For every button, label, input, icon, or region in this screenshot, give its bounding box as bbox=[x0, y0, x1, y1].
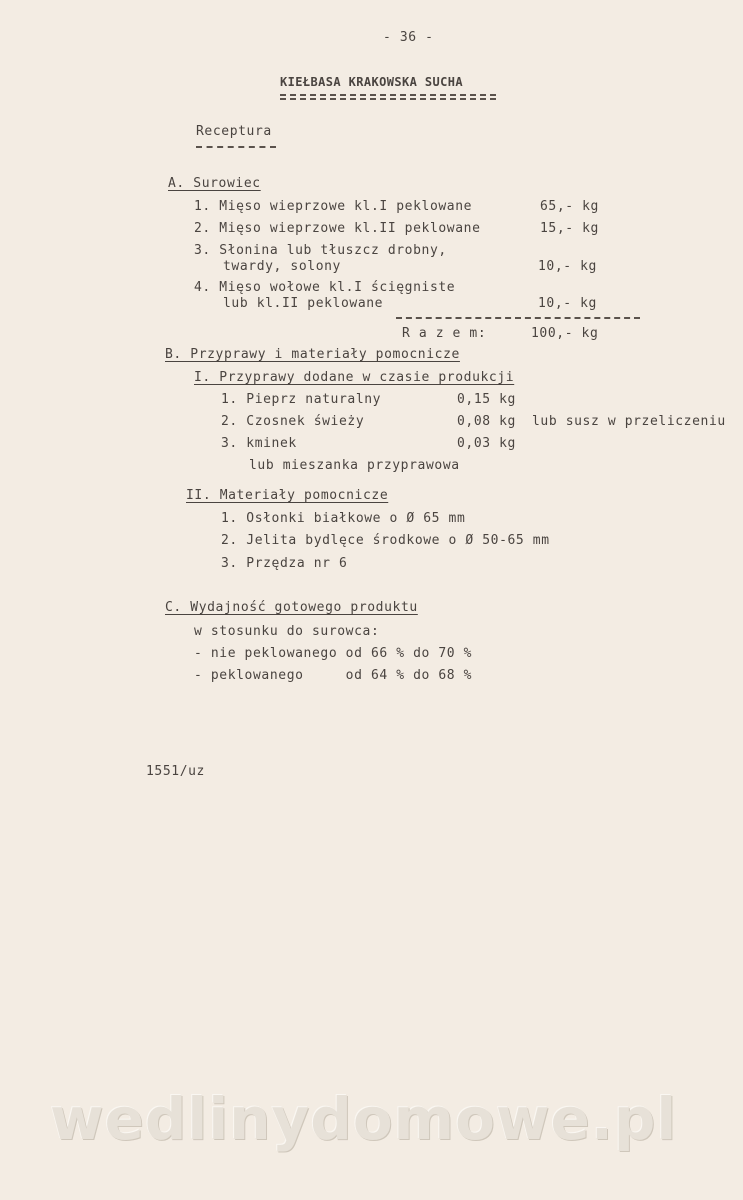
list-item: 3. Słonina lub tłuszcz drobny, bbox=[194, 243, 447, 258]
subsection-spices-heading: I. Przyprawy dodane w czasie produkcji bbox=[194, 370, 515, 385]
section-c-heading: C. Wydajność gotowego produktu bbox=[165, 600, 418, 615]
yield-line: - nie peklowanego od 66 % do 70 % bbox=[194, 646, 473, 661]
subsection-materials-heading: II. Materiały pomocnicze bbox=[186, 488, 389, 503]
item-amount: 65,- kg bbox=[540, 199, 599, 214]
total-separator bbox=[396, 317, 640, 319]
yield-intro: w stosunku do surowca: bbox=[194, 624, 380, 639]
item-amount: 10,- kg bbox=[538, 259, 597, 274]
list-item: 2. Jelita bydlęce środkowe o Ø 50-65 mm bbox=[221, 533, 550, 548]
list-item: 3. Przędza nr 6 bbox=[221, 556, 348, 571]
section-a-heading: A. Surowiec bbox=[168, 176, 261, 191]
title-double-underline bbox=[280, 98, 496, 100]
list-item-continuation: twardy, solony bbox=[223, 259, 341, 274]
total-label: R a z e m: bbox=[402, 326, 487, 341]
list-item: 1. Mięso wieprzowe kl.I peklowane bbox=[194, 199, 473, 214]
title-underline bbox=[280, 94, 496, 96]
list-item: 2. Mięso wieprzowe kl.II peklowane bbox=[194, 221, 481, 236]
list-item: 1. Osłonki białkowe o Ø 65 mm bbox=[221, 511, 466, 526]
list-item: 3. kminek bbox=[221, 436, 297, 451]
total-amount: 100,- kg bbox=[531, 326, 599, 341]
yield-line: - peklowanego od 64 % do 68 % bbox=[194, 668, 473, 683]
recipe-heading-underline bbox=[196, 146, 276, 148]
section-b-heading: B. Przyprawy i materiały pomocnicze bbox=[165, 347, 460, 362]
document-title: KIEŁBASA KRAKOWSKA SUCHA bbox=[280, 75, 463, 89]
list-item: 2. Czosnek świeży bbox=[221, 414, 365, 429]
watermark: wedlinydomowe.pl bbox=[50, 1085, 678, 1153]
item-note: lub susz w przeliczeniu bbox=[532, 414, 726, 429]
item-amount: 0,08 kg bbox=[457, 414, 516, 429]
item-amount: 0,03 kg bbox=[457, 436, 516, 451]
list-item: 4. Mięso wołowe kl.I ścięgniste bbox=[194, 280, 456, 295]
list-item-continuation: lub kl.II peklowane bbox=[223, 296, 384, 311]
item-amount: 15,- kg bbox=[540, 221, 599, 236]
item-amount: 0,15 kg bbox=[457, 392, 516, 407]
footer-code: 1551/uz bbox=[146, 764, 205, 779]
list-item: 1. Pieprz naturalny bbox=[221, 392, 382, 407]
recipe-heading: Receptura bbox=[196, 124, 272, 139]
item-amount: 10,- kg bbox=[538, 296, 597, 311]
page-number: - 36 - bbox=[383, 30, 434, 45]
spice-alternative: lub mieszanka przyprawowa bbox=[249, 458, 460, 473]
